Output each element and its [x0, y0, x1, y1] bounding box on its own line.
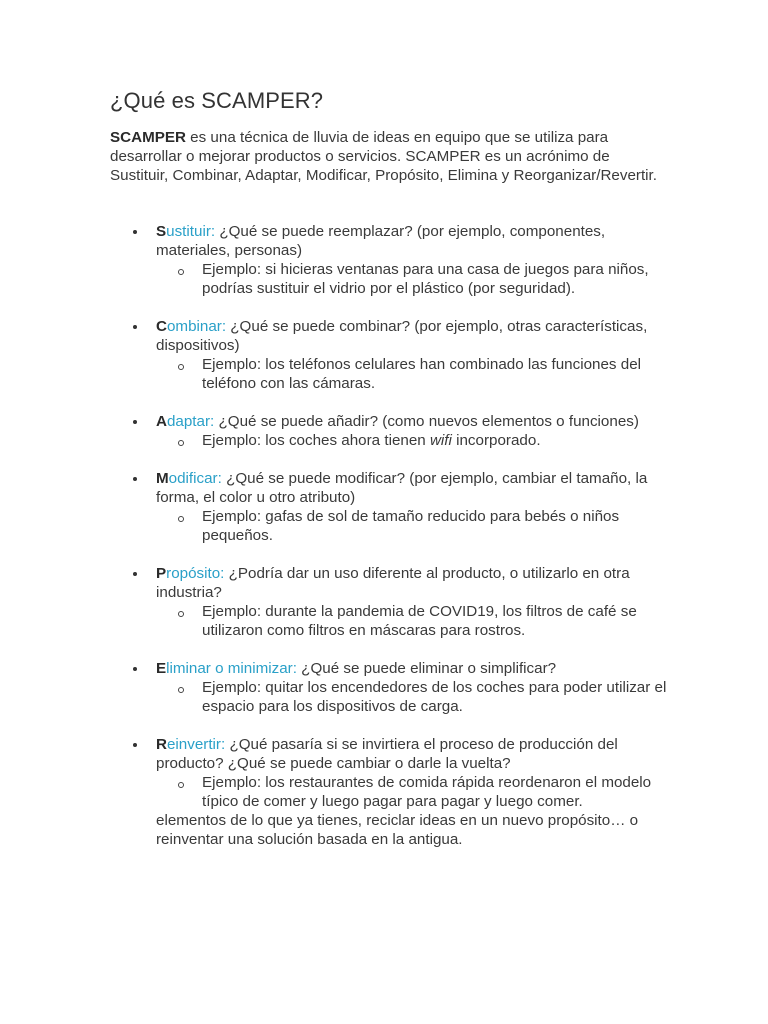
question-text: ¿Podría dar un uso diferente al producto, o utilizarlo en otra industria?	[156, 565, 630, 601]
example-text: Ejemplo: si hicieras ventanas para una casa de juegos para niños, podrías sustituir el vidrio por el plástico (por seguridad).	[202, 261, 649, 297]
question-text: ¿Qué se puede combinar? (por ejemplo, otras características, dispositivos)	[156, 318, 648, 354]
example-text: Ejemplo: los restaurantes de comida rápida reordenaron el modelo típico de comer y luego pagar para pagar y luego comer.	[202, 774, 652, 810]
term-reinvertir	[156, 736, 225, 753]
example-text-before: Ejemplo: los coches ahora tienen	[202, 432, 430, 449]
list-item-proposito	[110, 564, 670, 640]
term-initial: E	[156, 660, 167, 677]
term-initial: P	[156, 565, 167, 582]
list-item-sustituir	[110, 222, 670, 298]
bullet-icon	[133, 420, 137, 424]
bullet-icon	[133, 572, 137, 576]
term-adaptar	[156, 413, 214, 430]
bullet-icon	[133, 230, 137, 234]
circle-bullet-icon	[178, 516, 184, 522]
example-item	[156, 773, 670, 811]
intro-bold-term: SCAMPER	[110, 129, 186, 146]
term-rest: daptar:	[166, 413, 215, 430]
circle-bullet-icon	[178, 687, 184, 693]
term-initial: R	[156, 736, 167, 753]
question-text: ¿Qué se puede reemplazar? (por ejemplo, componentes, materiales, personas)	[156, 223, 606, 259]
term-rest: ombinar:	[166, 318, 227, 335]
term-rest: ustituir:	[166, 223, 216, 240]
question-text: ¿Qué se puede modificar? (por ejemplo, cambiar el tamaño, la forma, el color u otro atributo)	[156, 470, 648, 506]
term-sustituir	[156, 223, 215, 240]
example-item	[156, 678, 670, 716]
term-rest: liminar o minimizar:	[166, 660, 297, 677]
term-proposito	[156, 565, 224, 582]
question-text: ¿Qué pasaría si se invirtiera el proceso de producción del producto? ¿Qué se puede cambiar o darle la vuelta?	[156, 736, 618, 772]
intro-paragraph	[110, 128, 670, 185]
term-initial: C	[156, 318, 167, 335]
list-item-reinvertir	[110, 735, 670, 849]
term-eliminar	[156, 660, 297, 677]
example-item	[156, 355, 670, 393]
example-item	[156, 602, 670, 640]
term-combinar	[156, 318, 226, 335]
example-text-after: incorporado.	[451, 432, 541, 449]
question-text: ¿Qué se puede eliminar o simplificar?	[296, 660, 557, 677]
term-rest: einvertir:	[166, 736, 226, 753]
bullet-icon	[133, 743, 137, 747]
term-rest: odificar:	[168, 470, 222, 487]
circle-bullet-icon	[178, 611, 184, 617]
term-modificar	[156, 470, 222, 487]
example-text: Ejemplo: durante la pandemia de COVID19, los filtros de café se utilizaron como filtros en máscaras para rostros.	[202, 603, 637, 639]
example-text: Ejemplo: los teléfonos celulares han combinado las funciones del teléfono con las cámaras.	[202, 356, 642, 392]
example-text: Ejemplo: gafas de sol de tamaño reducido para bebés o niños pequeños.	[202, 508, 620, 544]
example-italic: wifi	[429, 432, 452, 449]
circle-bullet-icon	[178, 440, 184, 446]
closing-text: elementos de lo que ya tienes, reciclar ideas en un nuevo propósito… o reinventar una solución basada en la antigua.	[156, 812, 639, 848]
bullet-icon	[133, 477, 137, 481]
list-item-modificar	[110, 469, 670, 545]
scamper-list	[110, 222, 670, 868]
list-item-eliminar	[110, 659, 670, 716]
circle-bullet-icon	[178, 364, 184, 370]
example-text: Ejemplo: quitar los encendedores de los coches para poder utilizar el espacio para los dispositivos de carga.	[202, 679, 667, 715]
page-title: ¿Qué es SCAMPER?	[110, 88, 324, 113]
example-item	[156, 260, 670, 298]
bullet-icon	[133, 325, 137, 329]
question-text: ¿Qué se puede añadir? (como nuevos elementos o funciones)	[214, 413, 639, 430]
example-item	[156, 431, 670, 450]
list-item-combinar	[110, 317, 670, 393]
bullet-icon	[133, 667, 137, 671]
term-initial: A	[156, 413, 167, 430]
term-rest: ropósito:	[166, 565, 225, 582]
circle-bullet-icon	[178, 782, 184, 788]
circle-bullet-icon	[178, 269, 184, 275]
term-initial: M	[156, 470, 169, 487]
intro-text: es una técnica de lluvia de ideas en equipo que se utiliza para desarrollar o mejorar productos o servicios. SCAMPER es un acrónimo de Sustituir, Combinar, Adaptar, Modificar, Propósito, Elimina y Reorganizar/Revertir.	[110, 129, 657, 184]
term-initial: S	[156, 223, 167, 240]
example-item	[156, 507, 670, 545]
list-item-adaptar	[110, 412, 670, 450]
